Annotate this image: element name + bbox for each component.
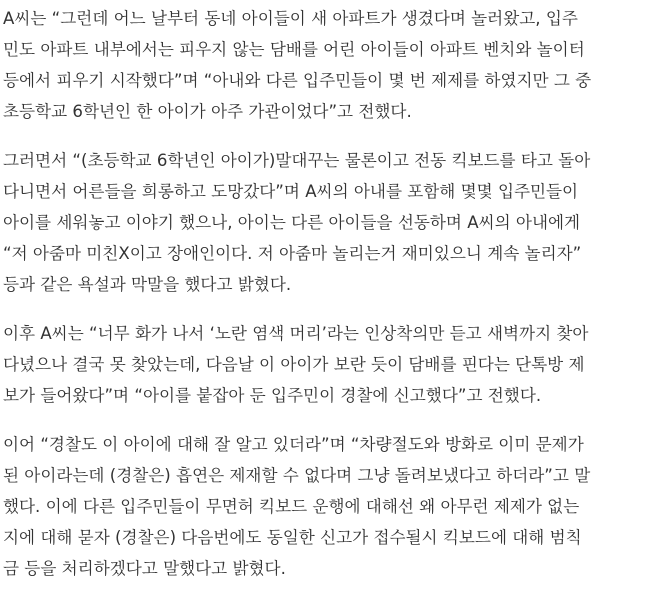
paragraph-line: A씨는 “그런데 어느 날부터 동네 아이들이 새 아파트가 생겼다며 놀러왔고, 입주 (3, 9, 578, 28)
paragraph-line: 된 아이라는데 (경찰은) 흡연은 제재할 수 없다며 그냥 돌려보냈다고 하더라”고 말 (3, 466, 591, 485)
paragraph-line: “저 아줌마 미친X이고 장애인이다. 저 아줌마 놀리는거 재미있으니 계속 놀리자” (3, 244, 582, 263)
paragraph-line: 초등학교 6학년인 한 아이가 아주 가관이었다”고 전했다. (3, 102, 412, 121)
paragraph-line: 등에서 피우기 시작했다”며 “아내와 다른 입주민들이 몇 번 제제를 하였지만 그 중 (3, 71, 592, 90)
paragraph-line: 민도 아파트 내부에서는 피우지 않는 담배를 어린 아이들이 아파트 벤치와 놀이터 (3, 40, 585, 59)
paragraph-line: 등과 같은 욕설과 막말을 했다고 밝혔다. (3, 275, 292, 294)
paragraph-line: 이어 “경찰도 이 아이에 대해 잘 알고 있더라”며 “차량절도와 방화로 이미 문제가 (3, 435, 584, 454)
paragraph-line: 아이를 세워놓고 이야기 했으나, 아이는 다른 아이들을 선동하며 A씨의 아내에게 (3, 213, 581, 232)
paragraph-line: 그러면서 “(초등학교 6학년인 아이가)말대꾸는 물론이고 전동 킥보드를 타고 돌아 (3, 151, 591, 170)
paragraph-line: 다니면서 어른들을 희롱하고 도망갔다”며 A씨의 아내를 포함해 몇몇 입주민들이 (3, 182, 579, 201)
paragraph-line: 했다. 이에 다른 입주민들이 무면허 킥보드 운행에 대해선 왜 아무런 제제가 없는 (3, 497, 580, 516)
paragraph-line: 다녔으나 결국 못 찾았는데, 다음날 이 아이가 보란 듯이 담배를 핀다는 단톡방 제 (3, 355, 585, 374)
paragraph-line: 보가 들어왔다”며 “아이를 붙잡아 둔 입주민이 경찰에 신고했다”고 전했다. (3, 386, 542, 405)
paragraph-line: 지에 대해 묻자 (경찰은) 다음번에도 동일한 신고가 접수될시 킥보드에 대해 범칙 (3, 528, 582, 547)
paragraph-line: 금 등을 처리하겠다고 말했다고 밝혔다. (3, 559, 286, 578)
paragraph-line: 이후 A씨는 “너무 화가 나서 ‘노란 염색 머리’라는 인상착의만 듣고 새벽까지 찾아 (3, 324, 589, 343)
